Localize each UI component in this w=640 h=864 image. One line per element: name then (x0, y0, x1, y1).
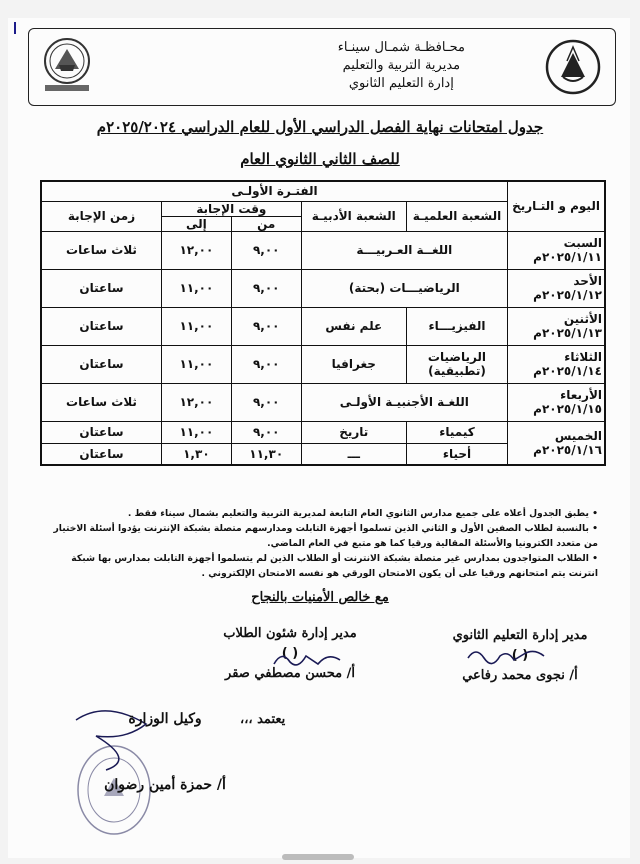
day-cell: الثلاثاء ٢٠٢٥/١/١٤م (508, 345, 605, 383)
governorate-name: محـافظـة شمـال سينـاء (337, 40, 465, 55)
duration-cell: ساعتان (41, 421, 161, 443)
science-subject-cell: الفيزيـــاء (406, 307, 507, 345)
signature-title: مدير إدارة التعليم الثانوي (452, 628, 588, 643)
note-item: • يطبق الجدول أعلاه على جميع مدارس الثانوي العام التابعة لمديرية التربية والتعليم بشمال سيناء فقط . (127, 508, 598, 519)
signature-title: وكيل الوزارة (128, 711, 202, 727)
approval-text: يعتمد ،،، (240, 712, 286, 727)
table-row (41, 269, 605, 307)
duration-cell: ساعتان (41, 345, 161, 383)
document-title: جدول امتحانات نهاية الفصل الدراسي الأول للعام الدراسي ٢٠٢٥/٢٠٢٤م (96, 118, 544, 136)
note-item: • الطلاب المتواجدون بمدارس غير متصلة بشبكة الانترنت أو الطلاب الذين لم يتسلموا أجهزة التابلت بمدارس بها شبكة انترنت يتم امتحانهم ورقيا على أن يكون الامتحان الورقي هو نفسه الامتحان الإلكتروني . (71, 553, 598, 579)
day-cell: الخميس ٢٠٢٥/١/١٦م (508, 421, 605, 465)
from-cell: ٩,٠٠ (231, 345, 301, 383)
duration-header: زمن الإجابة (41, 201, 161, 231)
day-cell: السبت ٢٠٢٥/١/١١م (508, 231, 605, 269)
from-cell: ٩,٠٠ (231, 269, 301, 307)
literary-track-header: الشعبة الأدبيـة (301, 201, 406, 231)
table-row (41, 307, 605, 345)
handwritten-signature-icon (464, 644, 554, 670)
to-cell: ١,٣٠ (161, 443, 231, 465)
science-subject-cell: الرياضيات (تطبيقية) (406, 345, 507, 383)
directorate-name: مديرية التربية والتعليم (342, 58, 461, 73)
signature-name: أ/ محسن مصطفي صقر (225, 666, 355, 681)
table-row (41, 231, 605, 269)
notes-list (40, 506, 598, 581)
from-cell: ١١,٣٠ (231, 443, 301, 465)
page-marker (14, 22, 16, 34)
letterhead (28, 28, 616, 106)
literary-subject-cell: ـــ (301, 443, 406, 465)
from-cell: ٩,٠٠ (231, 307, 301, 345)
literary-subject-cell: تاريخ (301, 421, 406, 443)
signature-parentheses: ( ) (281, 646, 299, 661)
document-subtitle: للصف الثاني الثانوي العام (240, 150, 400, 168)
to-cell: ١١,٠٠ (161, 269, 231, 307)
signature-title: مدير إدارة شئون الطلاب (223, 626, 357, 641)
signature-name: أ/ نجوى محمد رفاعي (462, 668, 578, 683)
signature-parentheses: ( ) (511, 648, 529, 663)
duration-cell: ساعتان (41, 443, 161, 465)
table-row (41, 421, 605, 443)
administration-name: إدارة التعليم الثانوي (348, 76, 454, 91)
answer-time-header: وقت الإجابة (161, 201, 301, 216)
period-header: الفتـرة الأولـى (41, 181, 508, 201)
duration-cell: ثلاث ساعات (41, 231, 161, 269)
to-cell: ١١,٠٠ (161, 307, 231, 345)
duration-cell: ساعتان (41, 269, 161, 307)
note-item: • بالنسبة لطلاب الصفين الأول و الثاني الذين تسلموا أجهزة التابلت ومدارسهم متصلة بشبكة الإنترنت يؤدوا أسئلة الاختيار من متعدد الكترونيا والأسئلة المقالية ورقيا كما هو متبع في العام الماضي. (53, 523, 598, 549)
subject-cell: اللغــة العـربيـــة (301, 231, 507, 269)
table-row (41, 345, 605, 383)
closing-wishes: مع خالص الأمنيات بالنجاح (251, 590, 389, 605)
day-cell: الأحد ٢٠٢٥/١/١٢م (508, 269, 605, 307)
to-cell: ١١,٠٠ (161, 345, 231, 383)
signature-name: أ/ حمزة أمين رضوان (104, 777, 226, 793)
science-subject-cell: كيمياء (406, 421, 507, 443)
day-cell: الأثنين ٢٠٢٥/١/١٣م (508, 307, 605, 345)
to-header: إلى (161, 216, 231, 231)
governorate-emblem-icon (543, 37, 603, 97)
from-cell: ٩,٠٠ (231, 383, 301, 421)
from-cell: ٩,٠٠ (231, 421, 301, 443)
subject-cell: الرياضيـــات (بحتة) (301, 269, 507, 307)
handwritten-signature-icon (268, 644, 348, 674)
science-track-header: الشعبة العلميـة (406, 201, 507, 231)
undersecretary-signature (80, 708, 250, 796)
science-subject-cell: أحياء (406, 443, 507, 465)
letterhead-text (338, 39, 465, 93)
duration-cell: ثلاث ساعات (41, 383, 161, 421)
duration-cell: ساعتان (41, 307, 161, 345)
table-row (41, 383, 605, 421)
to-cell: ١١,٠٠ (161, 421, 231, 443)
day-date-header: اليوم و التـاريخ (508, 181, 605, 231)
exam-schedule-table (40, 180, 606, 466)
subject-cell: اللغـة الأجنبيـة الأولـى (301, 383, 507, 421)
from-cell: ٩,٠٠ (231, 231, 301, 269)
literary-subject-cell: جغرافيا (301, 345, 406, 383)
scroll-indicator (282, 854, 354, 860)
to-cell: ١٢,٠٠ (161, 383, 231, 421)
literary-subject-cell: علم نفس (301, 307, 406, 345)
day-cell: الأربعاء ٢٠٢٥/١/١٥م (508, 383, 605, 421)
education-directorate-logo-icon (37, 35, 97, 95)
to-cell: ١٢,٠٠ (161, 231, 231, 269)
from-header: من (231, 216, 301, 231)
